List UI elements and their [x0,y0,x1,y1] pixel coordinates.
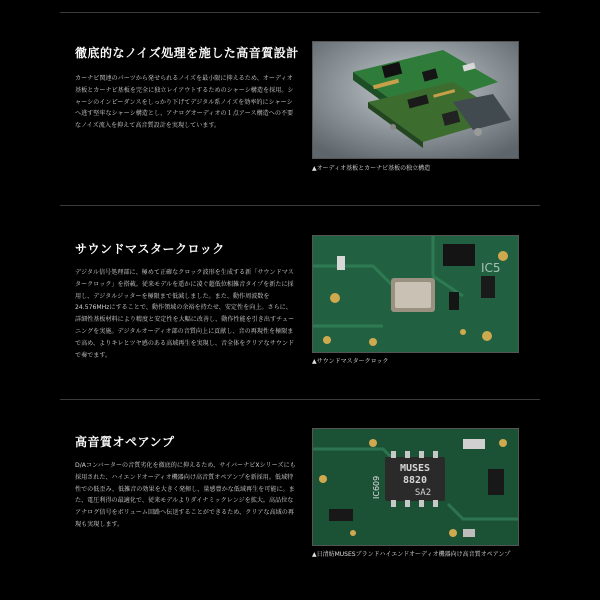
photo-caption: ▲オーディオ基板とカーナビ基板の独立構造 [312,165,431,172]
section-body: D/Aコンバーターの音質劣化を徹底的に抑えるため、サイバーナビXシリーズにも採用された、ハイエンドオーディオ機器向け高音質オペアンプを新採用。低域特性での低歪み、低雑音の効果を大きく発揮し、量感豊かな低域再生を可能に。また、電圧利得の最適化で、従来モデルよりダイナミックレンジを拡大。高品位なアナログ信号をボリューム回路へ伝送することができるため、クリアな高域の再現も実現します。 [75,462,296,528]
section-title: サウンドマスタークロック [75,242,225,256]
chip-model: 8820 [402,475,428,486]
section-title: 徹底的なノイズ処理を施した高音質設計 [75,46,299,60]
clock-photo [312,235,519,353]
section-body: カーナビ関連のパーツから発せられるノイズを最小限に抑えるため、オーディオ基板とカーナビ基板を完全に独立レイアウトするためのシャーシ構造を採用。シャーシのインピーダンスをしっかり下げてデジタル系ノイズを効率的にシャーシへ逃す堅牢なシャーシ構造とし、アナログオーディオの１点アース構造への不要なノイズ流入を抑えて高音質設計を実現しています。 [75,75,294,130]
divider [60,12,540,13]
opamp-photo [312,428,519,546]
board-photo [312,41,519,159]
chip-lot: SA2 [414,488,432,498]
chip-brand: MUSES [399,463,431,474]
section-title: 高音質オペアンプ [75,435,175,449]
silkscreen-label: IC609 [372,475,381,499]
photo-caption: ▲日清紡MUSESブランドハイエンドオーディオ機器向け高音質オペアンプ [312,551,511,558]
divider [60,205,540,206]
section-body: デジタル信号処理部に、極めて正確なクロック波形を生成する新「サウンドマスタークロック」を搭載。従来モデルを遥かに凌ぐ超低位相雑音タイプを新たに採用し、デジタルジッターを極限まで低減しました。また、動作周波数を24.576MHzにすることで、動作領域の余裕を持たせ、安定性を向上。さらに、詳細性基板材料により精度と安定性を大幅に改善し、動作性能を引き出すチューニングを実施。デジタルオーディオ部の音質向上に貢献し、音の再現性を極限まで高め、よりキレとツヤ感のある高域再生を実現し、音全体をクリアなサウンドで奏でます。 [75,269,295,359]
photo-caption: ▲サウンドマスタークロック [312,358,389,365]
divider [60,399,540,400]
silkscreen-label: IC5 [481,261,501,275]
feature-column [60,0,540,600]
